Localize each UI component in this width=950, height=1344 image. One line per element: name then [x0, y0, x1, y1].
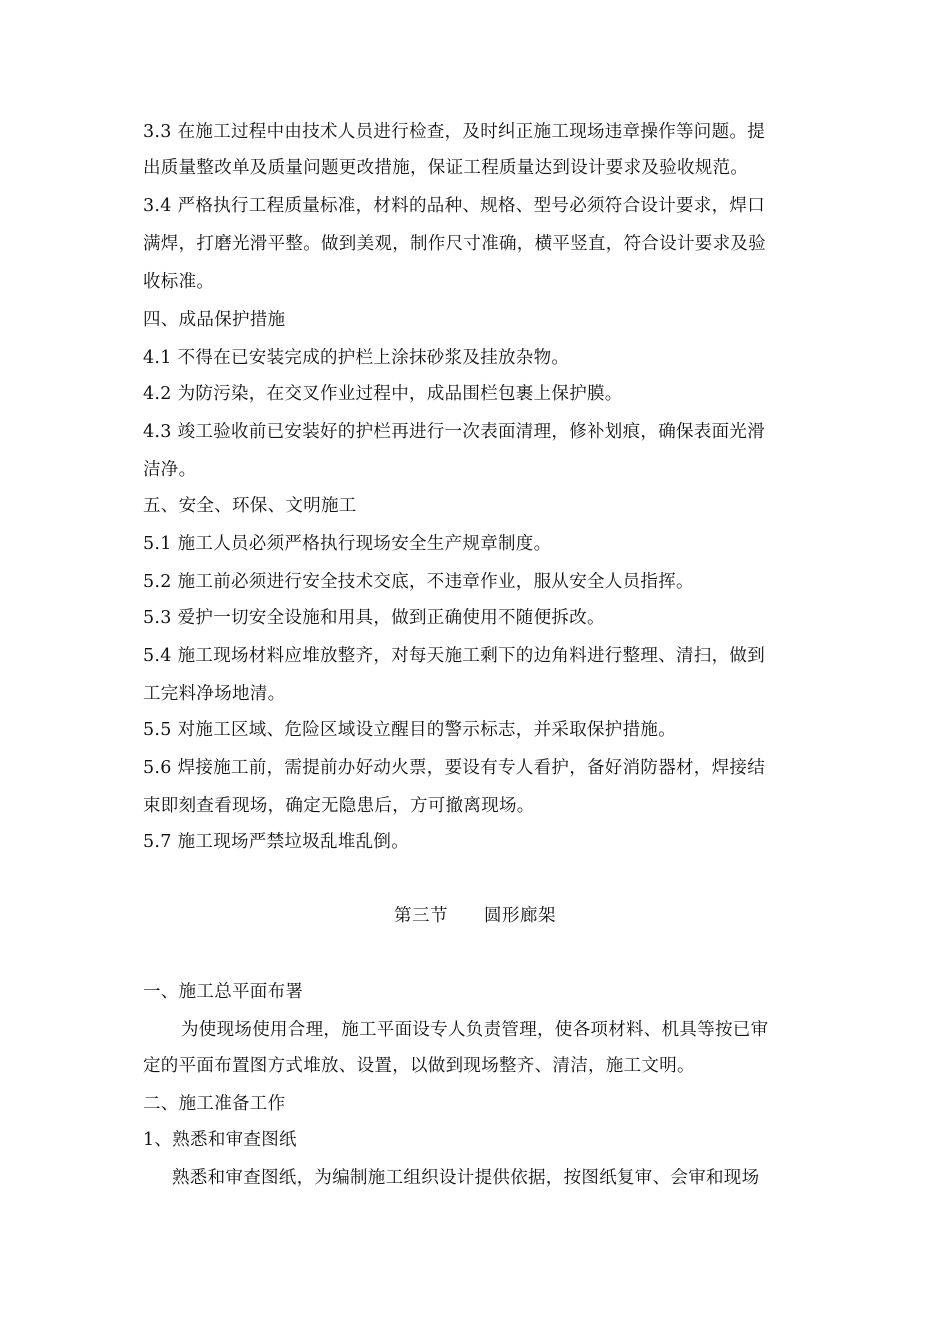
section-title [0, 904, 950, 928]
paragraph-line: 出质量整改单及质量问题更改措施，保证工程质量达到设计要求及验收规范。 [143, 158, 749, 178]
section-name: 圆形廊架 [484, 906, 556, 926]
section-heading: 五、安全、环保、文明施工 [143, 496, 357, 516]
paragraph-line: 为使现场使用合理，施工平面设专人负责管理，使各项材料、机具等按已审 [181, 1020, 769, 1040]
section-heading: 一、施工总平面布署 [143, 982, 304, 1002]
paragraph-line: 熟悉和审查图纸，为编制施工组织设计提供依据，按图纸复审、会审和现场 [172, 1168, 760, 1188]
paragraph-line: 5.4 施工现场材料应堆放整齐，对每天施工剩下的边角料进行整理、清扫，做到 [143, 646, 765, 666]
paragraph-line: 5.2 施工前必须进行安全技术交底，不违章作业，服从安全人员指挥。 [143, 572, 694, 592]
paragraph-line: 5.3 爱护一切安全设施和用具，做到正确使用不随便拆改。 [143, 608, 605, 628]
paragraph-line: 满焊，打磨光滑平整。做到美观，制作尺寸准确，横平竖直，符合设计要求及验 [143, 234, 766, 254]
paragraph-line: 束即刻查看现场，确定无隐患后，方可撤离现场。 [143, 796, 535, 816]
paragraph-line: 4.3 竣工验收前已安装好的护栏再进行一次表面清理，修补划痕，确保表面光滑 [143, 422, 765, 442]
paragraph-line: 收标准。 [143, 272, 215, 292]
paragraph-line: 3.3 在施工过程中由技术人员进行检查，及时纠正施工现场违章操作等问题。提 [143, 122, 765, 142]
paragraph-line: 定的平面布置图方式堆放、设置，以做到现场整齐、清洁，施工文明。 [143, 1056, 695, 1076]
paragraph-line: 工完料净场地清。 [143, 684, 286, 704]
section-heading: 二、施工准备工作 [143, 1094, 286, 1114]
paragraph-line: 5.1 施工人员必须严格执行现场安全生产规章制度。 [143, 534, 552, 554]
section-heading: 四、成品保护措施 [143, 310, 286, 330]
section-number: 第三节 [394, 906, 448, 926]
paragraph-line: 5.7 施工现场严禁垃圾乱堆乱倒。 [143, 832, 409, 852]
paragraph-line: 5.6 焊接施工前，需提前办好动火票，要设有专人看护，备好消防器材，焊接结 [143, 758, 765, 778]
paragraph-line: 洁净。 [143, 460, 197, 480]
paragraph-line: 4.1 不得在已安装完成的护栏上涂抹砂浆及挂放杂物。 [143, 348, 570, 368]
paragraph-line: 4.2 为防污染，在交叉作业过程中，成品围栏包裹上保护膜。 [143, 384, 623, 404]
subsection-heading: 1、熟悉和审查图纸 [143, 1130, 297, 1150]
paragraph-line: 5.5 对施工区域、危险区域设立醒目的警示标志，并采取保护措施。 [143, 720, 676, 740]
paragraph-line: 3.4 严格执行工程质量标准，材料的品种、规格、型号必须符合设计要求，焊口 [143, 196, 765, 216]
